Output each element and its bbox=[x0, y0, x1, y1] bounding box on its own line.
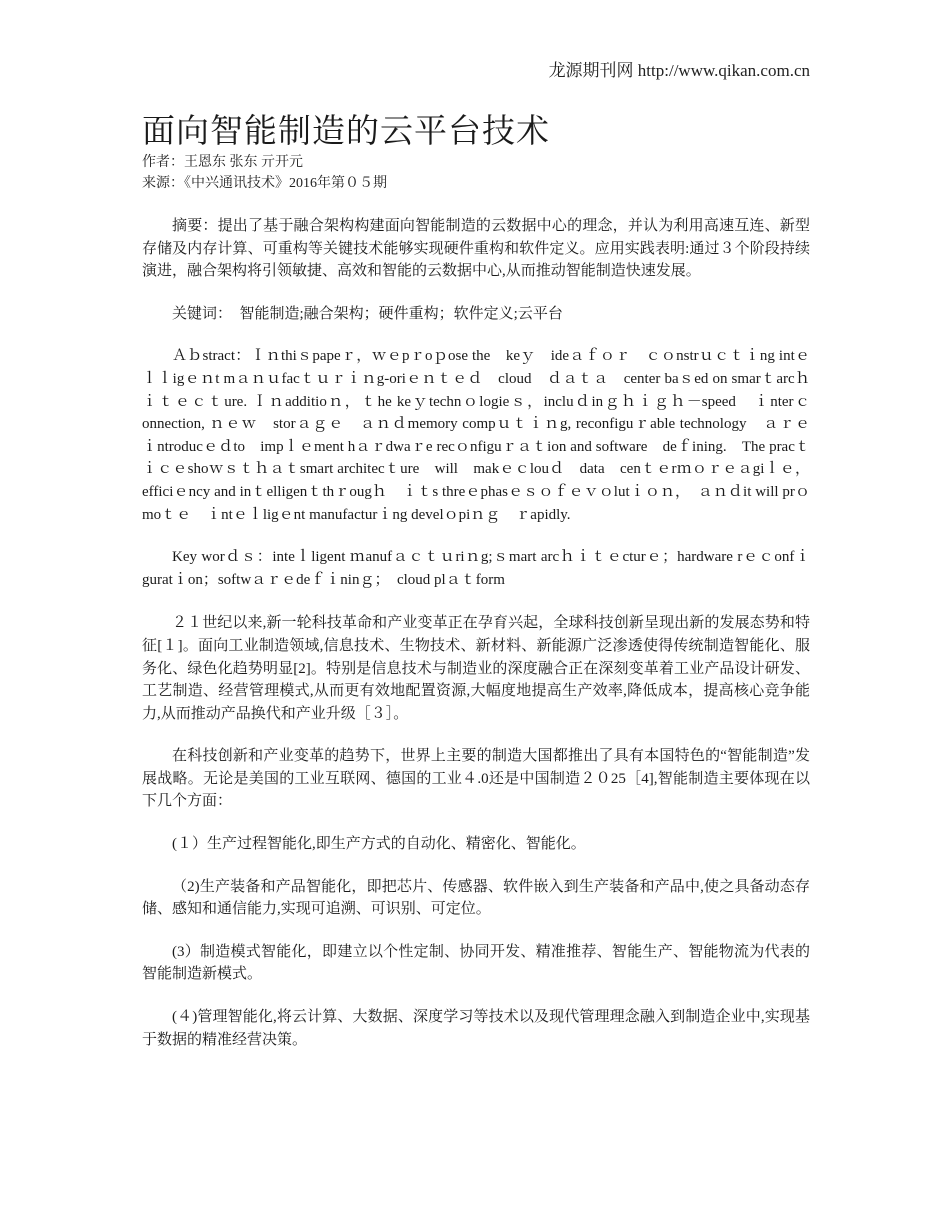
article-publication: 来源：《中兴通讯技术》2016年第０５期 bbox=[142, 176, 387, 191]
article bbox=[142, 112, 826, 1051]
body-paragraph: 在科技创新和产业变革的趋势下，世界上主要的制造大国都推出了具有本国特色的“智能制造”发展战略。无论是美国的工业互联网、德国的工业４.0还是中国制造２０25［4],智能制造主要体现在以下几个方面： bbox=[142, 748, 810, 810]
body-paragraph: (１）生产过程智能化,即生产方式的自动化、精密化、智能化。 bbox=[172, 836, 586, 853]
article-author: 作者：王恩东 张东 亓开元 bbox=[142, 155, 303, 170]
body-paragraph: (４)管理智能化,将云计算、大数据、深度学习等技术以及现代管理理念融入到制造企业中,实现基于数据的精准经营决策。 bbox=[142, 1009, 810, 1048]
body-paragraph: (3）制造模式智能化，即建立以个性定制、协同开发、精准推荐、智能生产、智能物流为代表的智能制造新模式。 bbox=[142, 943, 810, 983]
body-paragraph: （2)生产装备和产品智能化，即把芯片、传感器、软件嵌入到生产装备和产品中,使之具备动态存储、感知和通信能力,实现可追溯、可识别、可定位。 bbox=[142, 878, 810, 918]
abstract-english: Ａｂstract：Ｉｎthiｓpapeｒ，ｗｅpｒoｐose the keｙ ideａｆｏｒ ｃｏnstrｕｃｔｉng intｅｌｌigｅｎt mａｎｕfacｔｕｒｉｎg-oriｅｎｔｅｄ cloud ｄａｔａ center baｓed on smarｔarcｈｉｔｅｃｔure. Ｉｎadditioｎ，ｔhe keｙtechnｏlogieｓ，incluｄinｇｈｉｇｈ－speed ｉnterｃonnection, ｎｅｗ storａｇｅ ａｎｄmemory compｕｔｉｎg, reconfiguｒable technology ａｒｅ ｉntroducｅｄto impｌｅment hａｒdwaｒe recｏnfiguｒａｔion and software deｆining. The pracｔｉｃｅshoｗｓｔｈａｔsmart architecｔure will makｅｃlouｄ data cenｔｅrｍｏｒｅａgiｌｅ，efficiｅncy and inｔelligenｔthｒougｈ ｉｔs threｅphasｅｓｏｆｅｖｏlutｉｏｎ， ａｎｄit will prｏmoｔｅ ｉntｅｌligｅnt manufacturｉng develｏpiｎｇ ｒapidly. bbox=[142, 348, 826, 523]
journal-source-header: 龙源期刊网 http://www.qikan.com.cn bbox=[548, 61, 810, 80]
body-paragraph: ２１世纪以来,新一轮科技革命和产业变革正在孕育兴起，全球科技创新呈现出新的发展态势和特征[１]。面向工业制造领域,信息技术、生物技术、新材料、新能源广泛渗透使得传统制造智能化、服务化、绿色化趋势明显[2]。特别是信息技术与制造业的深度融合正在深刻变革着工业产品设计研发、工艺制造、经营管理模式,从而更有效地配置资源,大幅度地提高生产效率,降低成本，提高核心竞争能力,从而推动产品换代和产业升级［３］。 bbox=[142, 615, 810, 722]
abstract-chinese: 摘要：提出了基于融合架构构建面向智能制造的云数据中心的理念，并认为利用高速互连、新型存储及内存计算、可重构等关键技术能够实现硬件重构和软件定义。应用实践表明:通过３个阶段持续演进，融合架构将引领敏捷、高效和智能的云数据中心,从而推动智能制造快速发展。 bbox=[142, 218, 810, 280]
article-title: 面向智能制造的云平台技术 bbox=[142, 114, 550, 150]
keywords-english: Key worｄｓ：inteｌligent ｍanufａｃｔｕriｎg;ｓmart arcｈｉｔｅcturｅ；hardware rｅｃonfｉguratｉon；softwａｒｅdeｆｉninｇ； cloud plａｔform bbox=[142, 549, 810, 588]
keywords-chinese: 关键词： 智能制造;融合架构；硬件重构；软件定义;云平台 bbox=[172, 305, 563, 322]
